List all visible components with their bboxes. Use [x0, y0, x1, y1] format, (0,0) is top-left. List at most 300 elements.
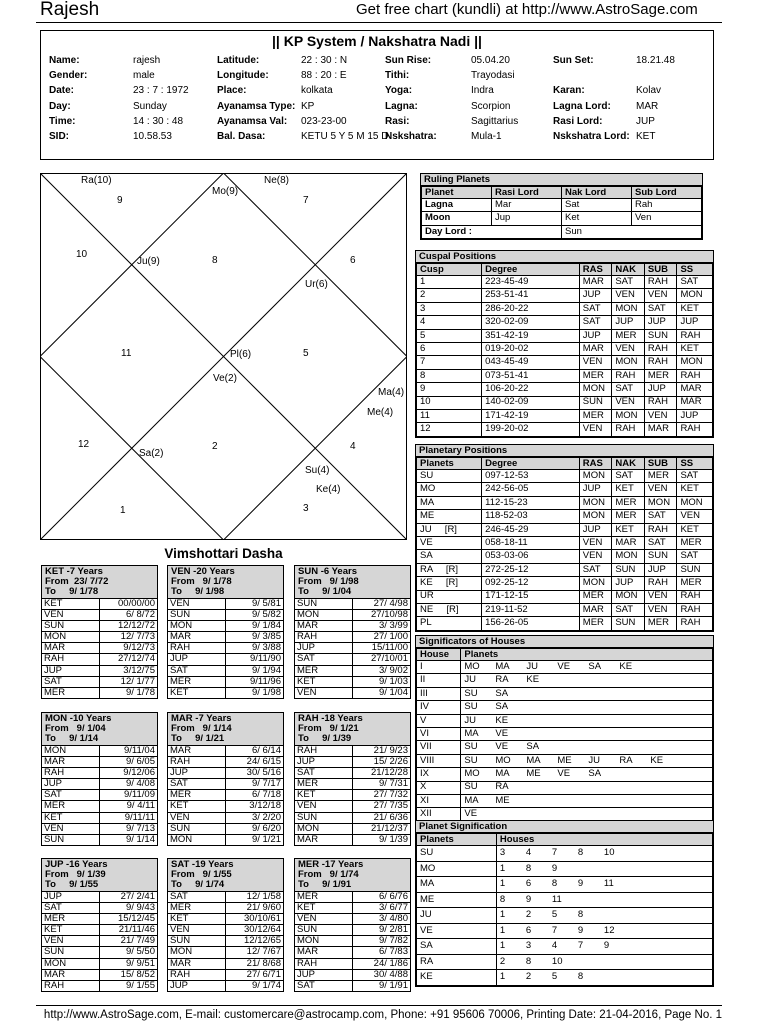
table-cell: III: [417, 687, 461, 700]
cell-item: 4: [551, 940, 558, 951]
header-row: [417, 264, 713, 276]
table-cell: 320-02-09: [482, 316, 580, 329]
table-cell: 7: [417, 356, 482, 369]
dasha-row: [42, 746, 157, 757]
table-cell: [461, 794, 713, 807]
planet-label: Ra(10): [81, 175, 112, 186]
table-cell: KET: [612, 483, 645, 496]
table-cell: RAH: [612, 423, 645, 436]
cell-item: 1: [499, 940, 506, 951]
table-cell: 092-25-12: [482, 577, 580, 590]
dasha-row: [168, 654, 283, 665]
antar-planet: RAH: [42, 980, 100, 991]
antar-planet: SAT: [168, 779, 226, 790]
antar-planet: RAH: [295, 958, 353, 969]
cell-item: MO: [464, 660, 480, 672]
table-cell: RAH: [677, 423, 713, 436]
antar-planet: KET: [168, 914, 226, 925]
info-value: 05.04.20: [471, 55, 510, 66]
table-cell: SUN: [644, 550, 677, 563]
antar-planet: SAT: [168, 665, 226, 676]
table-cell: [461, 781, 713, 794]
dasha-row: [295, 980, 410, 991]
table-cell: MER: [579, 409, 612, 422]
house-number: 4: [350, 441, 356, 452]
table-cell: [496, 861, 712, 877]
significators-table: [415, 635, 714, 823]
info-label: Tithi:: [385, 70, 410, 82]
table-cell: 019-20-02: [482, 342, 580, 355]
antar-planet: RAH: [295, 746, 353, 757]
footer-text: http://www.AstroSage.com, E-mail: customercare@astrocamp.com, Phone: +91 95606 70006, Printing Date: 21-04-2016, Page No. 1: [43, 1009, 722, 1021]
info-value: 14 : 30 : 48: [133, 115, 184, 127]
table-cell: MON: [612, 356, 645, 369]
cell-item: 9: [603, 940, 610, 951]
antar-planet: RAH: [42, 768, 100, 779]
table-row: [417, 674, 713, 687]
table-row: [417, 617, 713, 630]
info-value: Kolav: [636, 85, 662, 97]
info-value: 10.58.53: [133, 131, 172, 142]
table-cell: VEN: [579, 356, 612, 369]
info-label: Yoga:: [385, 85, 413, 97]
dasha-h1: RAH -18 Years: [298, 713, 363, 724]
table-cell: KET: [677, 523, 713, 536]
table-cell: MON: [612, 302, 645, 315]
cell-item: SA: [526, 741, 540, 753]
cuspal-positions-table: [415, 250, 714, 438]
cell-item: 5: [551, 971, 558, 982]
antar-planet: KET: [168, 801, 226, 812]
table-cell: MON: [579, 510, 612, 523]
dasha-h2: From 9/ 1/55: [171, 869, 232, 880]
table-cell: VEN: [644, 409, 677, 422]
table-cell: MON: [644, 496, 677, 509]
antar-date: 24/ 1/86: [353, 958, 411, 969]
table-cell: Jup: [492, 212, 562, 225]
cell-item: 8: [499, 893, 506, 905]
dasha-row: [42, 947, 157, 958]
antar-date: 9/ 1/74: [226, 980, 284, 991]
table-cell: SA: [417, 550, 482, 563]
cell-item: KE: [526, 674, 540, 686]
dasha-box: [294, 565, 411, 699]
table-cell: SAT: [612, 603, 645, 616]
antar-date: 9/ 1/94: [226, 665, 284, 676]
antar-date: 6/ 6/76: [353, 892, 411, 903]
table-row: [417, 846, 713, 862]
info-value: 18.21.48: [636, 55, 675, 66]
column-header: SS: [677, 458, 713, 470]
table-cell: 6: [417, 342, 482, 355]
antar-date: 30/10/61: [226, 914, 284, 925]
dasha-box: [294, 712, 411, 846]
dasha-row: [168, 823, 283, 834]
info-label: Name:: [49, 55, 80, 66]
table-cell: [496, 970, 712, 986]
table-row: [417, 550, 713, 563]
cell-item: SA: [495, 687, 509, 699]
house-number: 6: [350, 255, 356, 266]
house-number: 10: [76, 249, 88, 260]
table-cell: 171-12-15: [482, 590, 580, 603]
table-row: [417, 396, 713, 409]
cell-item: 11: [551, 893, 562, 905]
antar-planet: MAR: [295, 834, 353, 845]
cell-item: 8: [525, 955, 532, 967]
antar-planet: VEN: [168, 812, 226, 823]
antar-planet: MON: [168, 621, 226, 632]
info-value: kolkata: [301, 85, 333, 97]
info-value: 23 : 7 : 1972: [133, 85, 189, 97]
planet-label: Mo(9): [212, 186, 239, 197]
table-cell: MER: [677, 577, 713, 590]
cell-item: 10: [603, 847, 615, 858]
table-cell: 058-18-11: [482, 536, 580, 549]
table-cell: 156-26-05: [482, 617, 580, 630]
cell-item: 3: [499, 847, 506, 858]
cell-item: KE: [619, 660, 633, 672]
house-number: 12: [78, 439, 90, 450]
info-label: Time:: [49, 115, 76, 127]
table-cell: MER: [612, 329, 645, 342]
info-label: Ayanamsa Val:: [217, 115, 288, 127]
antar-planet: MER: [168, 676, 226, 687]
dasha-row: [168, 958, 283, 969]
dasha-h2: From 9/ 1/98: [298, 576, 359, 587]
dasha-row: [168, 746, 283, 757]
dasha-row: [168, 936, 283, 947]
info-label: Lagna Lord:: [553, 100, 611, 112]
table-cell: VIII: [417, 754, 461, 767]
table-cell: 12: [417, 423, 482, 436]
table-cell: RAH: [644, 523, 677, 536]
antar-date: 9/11/96: [226, 676, 284, 687]
antar-planet: KET: [295, 790, 353, 801]
table-cell: RAH: [644, 396, 677, 409]
antar-planet: KET: [42, 925, 100, 936]
day-lord-value: Sun: [562, 225, 702, 238]
ps-grid: [416, 833, 713, 986]
dasha-row: [42, 980, 157, 991]
antar-planet: MAR: [168, 958, 226, 969]
antar-date: 9/ 7/82: [353, 936, 411, 947]
table-cell: [496, 954, 712, 970]
antar-planet: SAT: [42, 676, 100, 687]
antar-date: 9/ 1/39: [353, 834, 411, 845]
table-cell: JUP: [612, 577, 645, 590]
dasha-header: [168, 713, 283, 745]
table-row: [417, 603, 713, 616]
column-header: NAK: [612, 264, 645, 276]
dasha-subtable: [168, 745, 283, 845]
table-cell: MAR: [579, 276, 612, 289]
cell-item: 4: [525, 847, 532, 858]
antar-date: 9/ 1/84: [226, 621, 284, 632]
dasha-box: [167, 565, 284, 699]
table-cell: JUP: [644, 316, 677, 329]
antar-date: 9/ 7/31: [353, 779, 411, 790]
info-label: Sun Rise:: [385, 55, 432, 66]
dasha-row: [42, 801, 157, 812]
antar-date: 9/ 7/17: [226, 779, 284, 790]
antar-date: 21/12/28: [353, 768, 411, 779]
table-row: [417, 342, 713, 355]
table-cell: MER: [612, 496, 645, 509]
cell-item: 7: [551, 847, 558, 858]
dasha-row: [42, 621, 157, 632]
dasha-row: [168, 980, 283, 991]
cell-item: MA: [464, 727, 479, 739]
table-cell: RA: [417, 954, 497, 970]
antar-planet: MAR: [168, 746, 226, 757]
dasha-row: [295, 621, 410, 632]
planet-label: Ke(4): [316, 484, 341, 495]
table-row: [417, 661, 713, 674]
chart-lines: [40, 173, 407, 540]
dasha-row: [295, 654, 410, 665]
table-cell: VEN: [612, 342, 645, 355]
table-cell: JU [R]: [417, 523, 482, 536]
table-row: [417, 369, 713, 382]
table-cell: [461, 714, 713, 727]
dasha-row: [168, 599, 283, 610]
dasha-row: [42, 768, 157, 779]
antar-date: 3/ 9/02: [353, 665, 411, 676]
dasha-row: [295, 790, 410, 801]
table-cell: PL: [417, 617, 482, 630]
info-value: 22 : 30 : N: [301, 55, 348, 66]
cell-item: MA: [464, 794, 479, 806]
dasha-row: [42, 790, 157, 801]
dasha-row: [42, 925, 157, 936]
table-cell: 053-03-06: [482, 550, 580, 563]
dasha-header: [295, 566, 410, 598]
antar-planet: JUP: [295, 643, 353, 654]
dasha-row: [295, 779, 410, 790]
dasha-row: [168, 834, 283, 845]
antar-date: 6/ 7/83: [353, 947, 411, 958]
header-row: [417, 834, 713, 846]
dasha-row: [42, 665, 157, 676]
dasha-row: [168, 643, 283, 654]
dasha-row: [168, 632, 283, 643]
cell-item: 9: [577, 924, 584, 936]
dasha-subtable: [42, 598, 157, 698]
table-cell: Mar: [492, 199, 562, 212]
table-cell: MER: [644, 369, 677, 382]
column-header: Planets: [417, 834, 497, 846]
table-row: [417, 714, 713, 727]
dasha-row: [42, 599, 157, 610]
cell-item: 9: [525, 893, 532, 905]
table-cell: SAT: [677, 276, 713, 289]
kp-chart-wheel: [40, 173, 407, 540]
cell-item: SU: [464, 754, 478, 766]
antar-date: 27/ 7/32: [353, 790, 411, 801]
cell-item: 7: [577, 940, 584, 951]
table-cell: MAR: [579, 603, 612, 616]
dasha-row: [42, 969, 157, 980]
house-number: 1: [120, 505, 126, 516]
antar-date: 9/ 9/51: [100, 958, 158, 969]
antar-planet: SUN: [168, 610, 226, 621]
column-header: RAS: [579, 458, 612, 470]
cell-item: 9: [551, 862, 558, 874]
dasha-row: [168, 903, 283, 914]
antar-date: 9/ 4/11: [100, 801, 158, 812]
antar-date: 9/ 1/21: [226, 834, 284, 845]
cell-item: ME: [526, 768, 541, 780]
info-value: KP: [301, 100, 315, 112]
antar-date: 21/ 6/36: [353, 812, 411, 823]
info-value: Scorpion: [471, 100, 511, 112]
dasha-row: [42, 643, 157, 654]
ruling-title: Ruling Planets: [421, 174, 702, 186]
dasha-row: [168, 925, 283, 936]
dasha-h1: MON -10 Years: [45, 713, 112, 724]
table-cell: MER: [579, 617, 612, 630]
planet-label: Pl(6): [230, 349, 252, 360]
cell-item: VE: [495, 727, 509, 739]
house-number: 5: [303, 348, 309, 359]
antar-date: 21/12/37: [353, 823, 411, 834]
info-value: male: [133, 70, 155, 82]
table-cell: JUP: [677, 316, 713, 329]
table-row: [417, 577, 713, 590]
table-row: [417, 289, 713, 302]
dasha-header: [42, 566, 157, 598]
table-cell: RAH: [612, 369, 645, 382]
table-cell: VE: [417, 923, 497, 939]
planet-label: Me(4): [367, 407, 394, 418]
table-cell: 253-51-41: [482, 289, 580, 302]
cell-item: 1: [499, 971, 506, 982]
table-cell: JU: [417, 908, 497, 924]
sig-grid: [416, 648, 713, 822]
table-row: [417, 536, 713, 549]
dasha-subtable: [42, 745, 157, 845]
table-cell: [461, 768, 713, 781]
table-cell: MON: [612, 590, 645, 603]
table-cell: [461, 754, 713, 767]
antar-planet: MON: [168, 947, 226, 958]
dasha-row: [295, 757, 410, 768]
antar-planet: MON: [42, 958, 100, 969]
table-cell: SUN: [612, 617, 645, 630]
table-cell: MON: [579, 577, 612, 590]
table-cell: [496, 846, 712, 862]
table-cell: 097-12-53: [482, 470, 580, 483]
antar-planet: MER: [168, 903, 226, 914]
table-cell: JUP: [644, 383, 677, 396]
table-cell: XII: [417, 808, 461, 821]
table-cell: VEN: [579, 536, 612, 549]
dasha-h3: To 9/ 1/78: [45, 586, 99, 597]
table-cell: MAR: [677, 383, 713, 396]
dasha-header: [295, 859, 410, 891]
table-cell: 286-20-22: [482, 302, 580, 315]
table-row: [422, 199, 702, 212]
dasha-h3: To 9/ 1/14: [45, 733, 99, 744]
table-cell: 246-45-29: [482, 523, 580, 536]
antar-date: 9/11/90: [226, 654, 284, 665]
table-cell: MER: [677, 536, 713, 549]
dasha-row: [42, 687, 157, 698]
table-cell: RAH: [677, 603, 713, 616]
table-cell: SAT: [677, 550, 713, 563]
antar-planet: VEN: [168, 925, 226, 936]
table-row: [417, 768, 713, 781]
antar-planet: SAT: [42, 790, 100, 801]
table-cell: SAT: [644, 302, 677, 315]
dasha-row: [295, 903, 410, 914]
dasha-box: [41, 565, 158, 699]
table-cell: SUN: [677, 563, 713, 576]
table-cell: VEN: [612, 289, 645, 302]
antar-planet: MON: [42, 746, 100, 757]
table-cell: VEN: [644, 590, 677, 603]
antar-date: 12/12/72: [100, 621, 158, 632]
dasha-row: [42, 632, 157, 643]
antar-planet: MAR: [42, 757, 100, 768]
table-cell: JUP: [579, 483, 612, 496]
table-cell: NE [R]: [417, 603, 482, 616]
planet-signification-table: [415, 820, 714, 987]
dasha-row: [295, 768, 410, 779]
cell-item: MA: [495, 660, 510, 672]
info-label: Ayanamsa Type:: [217, 100, 296, 112]
antar-planet: VEN: [168, 599, 226, 610]
cell-item: VE: [464, 808, 478, 820]
table-row: [417, 302, 713, 315]
day-lord-label: Day Lord :: [422, 225, 562, 238]
antar-date: 15/11/00: [353, 643, 411, 654]
dasha-h1: MER -17 Years: [298, 859, 364, 870]
info-value: JUP: [636, 115, 655, 127]
table-cell: Moon: [422, 212, 492, 225]
dasha-h3: To 9/ 1/39: [298, 733, 352, 744]
table-row: [417, 383, 713, 396]
cell-item: KE: [650, 754, 664, 766]
table-cell: 9: [417, 383, 482, 396]
info-label: Date:: [49, 85, 75, 97]
table-cell: JUP: [677, 409, 713, 422]
table-row: [417, 276, 713, 289]
table-cell: ME: [417, 892, 497, 908]
dasha-row: [42, 654, 157, 665]
antar-planet: JUP: [42, 892, 100, 903]
planet-label: Sa(2): [139, 448, 164, 459]
antar-date: 12/ 7/73: [100, 632, 158, 643]
antar-planet: MAR: [295, 621, 353, 632]
dasha-subtable: [295, 891, 410, 991]
antar-date: 27/ 4/98: [353, 599, 411, 610]
antar-date: 9/12/73: [100, 643, 158, 654]
antar-date: 3/ 3/99: [353, 621, 411, 632]
column-header: Degree: [482, 458, 580, 470]
table-row: [417, 329, 713, 342]
dasha-h3: To 9/ 1/21: [171, 733, 225, 744]
column-header: Degree: [482, 264, 580, 276]
cell-item: 1: [499, 862, 506, 874]
table-cell: MON: [677, 356, 713, 369]
antar-date: 30/ 4/88: [353, 969, 411, 980]
table-row: [417, 954, 713, 970]
dasha-row: [168, 768, 283, 779]
antar-date: 3/ 2/20: [226, 812, 284, 823]
antar-planet: MER: [42, 801, 100, 812]
